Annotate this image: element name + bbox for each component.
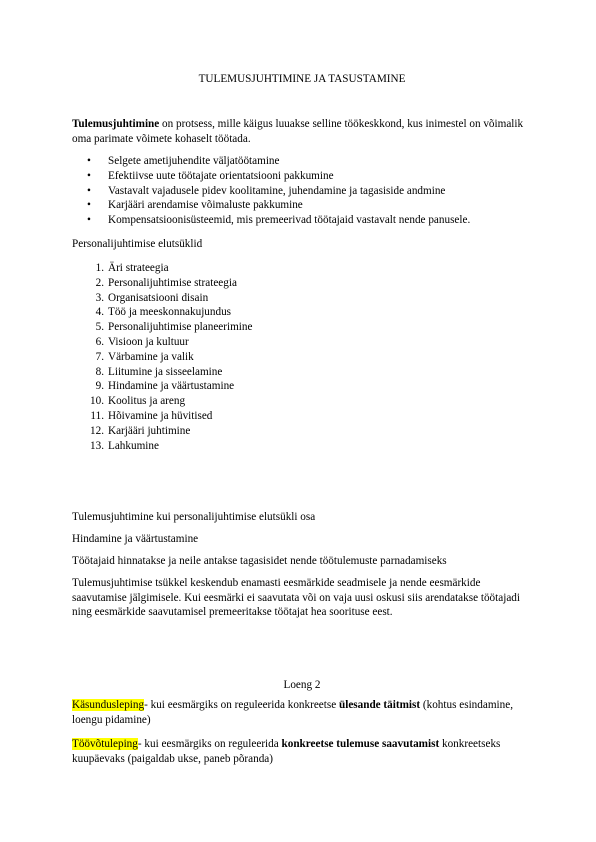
list-item: 6. Visioon ja kultuur <box>95 335 189 348</box>
section2-heading: Tulemusjuhtimine kui personalijuhtimise elutsükli osa <box>72 511 316 523</box>
contract-term-highlight: Töövõtuleping <box>72 738 138 750</box>
bullet-icon: • <box>87 199 91 212</box>
list-item: • Vastavalt vajadusele pidev koolitamine, juhendamine ja tagasiside andmine <box>87 184 446 197</box>
contract-paragraph: Töövõtuleping- kui eesmärgiks on reguleerida konkreetse tulemuse saavutamist konkreetseks kuupäevaks (paigaldab ukse, paneb põranda) <box>72 738 501 765</box>
intro-paragraph <box>72 117 532 146</box>
section2-subheading: Hindamine ja väärtustamine <box>72 533 199 545</box>
intro-text: on protsess, mille käigus luuakse selline töökeskkond, kus inimestel on võimalik oma parimate võimete kohaselt töötada. <box>72 118 524 145</box>
lifecycle-list <box>72 261 532 453</box>
bullet-list <box>72 154 532 228</box>
list-item: 11. Hõivamine ja hüvitised <box>90 409 213 422</box>
section2-paragraph: Tulemusjuhtimise tsükkel keskendub enamasti eesmärkide seadmisele ja nende eesmärkide saavutamise jälgimisele. Kui eesmärki ei saavutata või on vaja uusi oskusi siis arendatakse töötajadi ning eesmärkide saavutamisel premeeritakse töötajat hea soorituse eest. <box>72 577 521 618</box>
bullet-icon: • <box>87 169 91 182</box>
list-item: 12. Karjääri juhtimine <box>90 424 191 437</box>
contract-paragraph: Käsundusleping- kui eesmärgiks on reguleerida konkreetse ülesande täitmist (kohtus esindamine, loengu pidamine) <box>72 699 513 726</box>
list-item: • Efektiivse uute töötajate orientatsiooni pakkumine <box>87 169 334 182</box>
list-item: 10. Koolitus ja areng <box>90 395 186 408</box>
lecture-heading: Loeng 2 <box>283 679 321 691</box>
bullet-icon: • <box>87 155 91 167</box>
list-item: 2. Personalijuhtimise strateegia <box>95 276 237 289</box>
contract-term-highlight: Käsundusleping <box>72 699 145 711</box>
list-item: 9. Hindamine ja väärtustamine <box>95 380 235 393</box>
list-item: • Selgete ametijuhendite väljatöötamine <box>87 155 280 167</box>
list-item: • Karjääri arendamise võimaluste pakkumine <box>87 199 303 212</box>
lifecycle-heading: Personalijuhtimise elutsüklid <box>72 238 203 250</box>
section2-statement: Töötajaid hinnatakse ja neile antakse tagasisidet nende töötulemuste parnadamiseks <box>72 555 447 567</box>
list-item: 13. Lahkumine <box>90 439 159 452</box>
intro-term: Tulemusjuhtimine <box>72 118 160 130</box>
bullet-icon: • <box>87 214 91 227</box>
list-item: 1. Äri strateegia <box>95 262 169 274</box>
list-item: 8. Liitumine ja sisseelamine <box>95 365 223 378</box>
list-item: 5. Personalijuhtimise planeerimine <box>95 321 253 334</box>
list-item: 4. Töö ja meeskonnakujundus <box>95 306 232 319</box>
bullet-icon: • <box>87 184 91 197</box>
list-item: 7. Värbamine ja valik <box>95 350 194 363</box>
document-title: TULEMUSJUHTIMINE JA TASUSTAMINE <box>198 73 406 85</box>
list-item: • Kompensatsioonisüsteemid, mis premeerivad töötajaid vastavalt nende panusele. <box>87 214 471 227</box>
list-item: 3. Organisatsiooni disain <box>95 291 209 304</box>
